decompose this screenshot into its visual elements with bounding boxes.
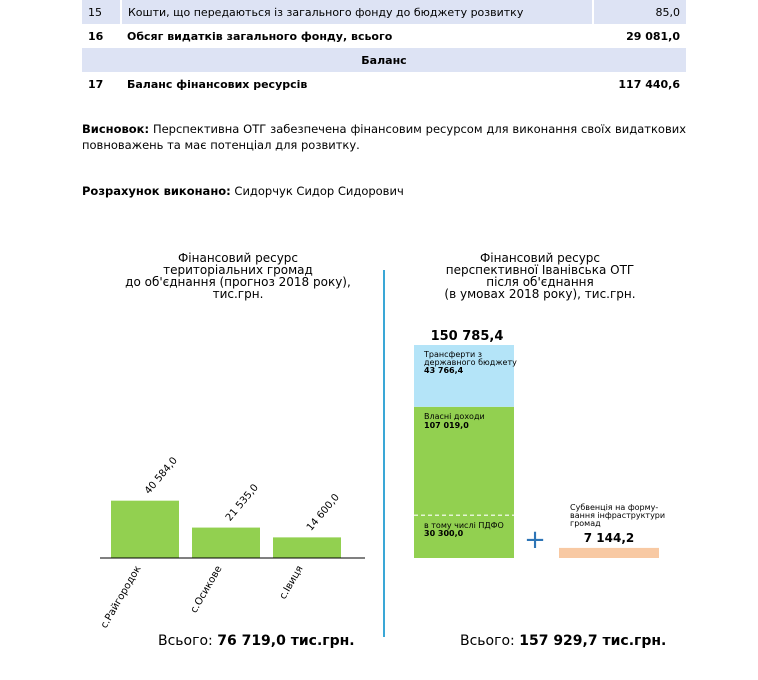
row-number: 16 — [88, 29, 104, 43]
bar-value-label: 40 584,0 — [142, 455, 180, 497]
row-value: 117 440,6 — [618, 77, 680, 91]
category-tick-label: с.Осикове — [188, 564, 225, 616]
chart-title-line: до об'єднання (прогноз 2018 року), — [125, 275, 351, 289]
bar-value-label: 14 600,0 — [304, 492, 342, 534]
subset-name: в тому числі ПДФО — [424, 521, 504, 531]
chart-title-line: (в умовах 2018 року), тис.грн. — [444, 287, 636, 301]
row-description: Обсяг видатків загального фонду, всього — [127, 29, 393, 43]
segment-value-label: 43 766,4 — [424, 366, 464, 375]
chart-title-line: Фінансовий ресурс — [479, 251, 601, 265]
category-tick-label: с.Івиця — [277, 564, 306, 602]
subvention-name: вання інфраструктури — [570, 511, 666, 520]
segment-value-label: 107 019,0 — [424, 420, 469, 430]
left-total-value: 76 719,0 тис.грн. — [217, 633, 355, 649]
chart-title-line: Фінансовий ресурс — [177, 251, 299, 265]
right-total — [460, 633, 666, 649]
right-total-value: 157 929,7 тис.грн. — [519, 633, 667, 649]
left-total — [158, 633, 355, 649]
section-title: Баланс — [82, 48, 686, 72]
category-tick-label: с.Райгородок — [98, 564, 144, 631]
subvention-value-label: 7 144,2 — [583, 530, 635, 545]
plus-sign: + — [524, 525, 546, 555]
subvention-name: Субвенція на форму- — [570, 503, 659, 512]
chart-title-line: після об'єднання — [486, 275, 594, 289]
chart-title-line: перспективної Іванівська ОТГ — [445, 263, 635, 277]
segment-name: державного бюджету — [424, 358, 517, 367]
row-number: 17 — [88, 77, 104, 91]
subvention-bar — [559, 548, 659, 558]
subvention-name: громад — [570, 519, 601, 528]
row-description: Кошти, що передаються із загального фонду до бюджету розвитку — [121, 0, 593, 24]
conclusion-label: Висновок: — [82, 122, 150, 136]
row-value: 29 081,0 — [626, 29, 680, 43]
right-total-label: Всього: — [460, 633, 515, 649]
chart-bar — [111, 501, 179, 558]
row-description: Баланс фінансових ресурсів — [127, 77, 308, 91]
chart-title-line: тис.грн. — [212, 287, 264, 301]
segment-name: Трансферти з — [424, 350, 482, 359]
left-total-label: Всього: — [158, 633, 213, 649]
row-value: 85,0 — [593, 0, 686, 24]
bar-value-label: 21 535,0 — [223, 482, 261, 524]
chart-bar — [273, 537, 341, 558]
row-number: 15 — [82, 0, 121, 24]
conclusion-text: Перспективна ОТГ забезпечена фінансовим ресурсом для виконання своїх видаткових повноважень та має потенціал для розвитку. — [82, 122, 687, 152]
stack-total-label: 150 785,4 — [430, 329, 504, 344]
segment-name: Власні доходи — [424, 411, 485, 421]
subset-value-label: 30 300,0 — [424, 529, 464, 539]
calculated-by-label: Розрахунок виконано: — [82, 184, 231, 198]
chart-title-line: територіальних громад — [163, 263, 313, 277]
calculated-by-name: Сидорчук Сидор Сидорович — [234, 184, 404, 198]
chart-bar — [192, 528, 260, 558]
